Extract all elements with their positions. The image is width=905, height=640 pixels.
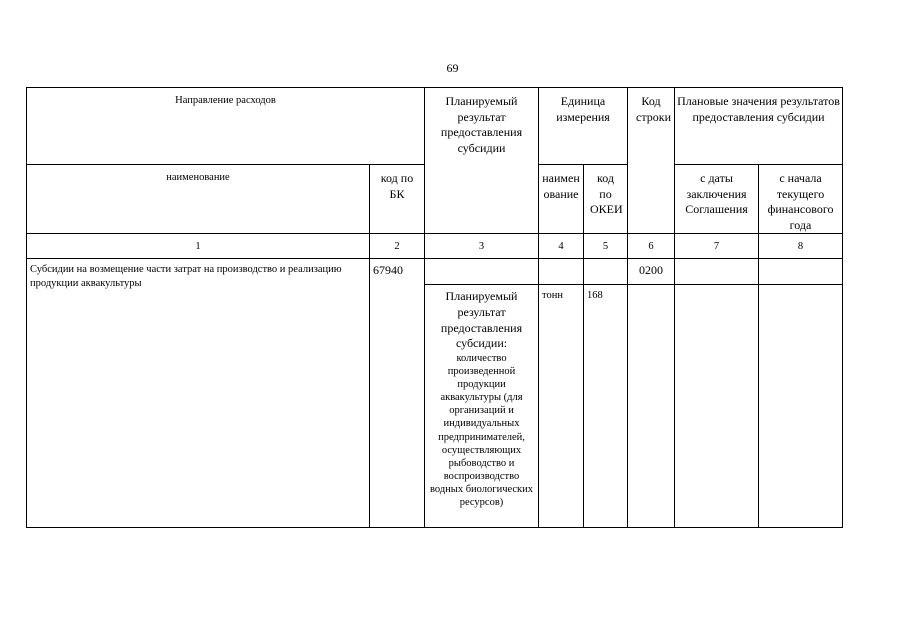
header-from-year: с начала текущего финансового года (759, 165, 843, 234)
row-okei-code: 168 (584, 285, 628, 528)
header-unit-name: наимен ование (539, 165, 584, 234)
column-number: 8 (759, 234, 843, 259)
row-name: Субсидии на возмещение части затрат на производство и реализацию продукции аквакультуры (27, 259, 370, 528)
column-number: 1 (27, 234, 370, 259)
column-number: 7 (675, 234, 759, 259)
row-bk-code: 67940 (370, 259, 425, 528)
header-name: наименование (27, 165, 370, 234)
row-result-detail: количество произведенной продукции аквакультуры (для организаций и индивидуальных предпринимателей, осуществляющих рыбоводство и воспроизводство водных биологических ресурсов) (429, 352, 534, 509)
column-number: 2 (370, 234, 425, 259)
column-number: 5 (584, 234, 628, 259)
subsidy-results-table (26, 87, 843, 528)
row-planned-result (425, 285, 539, 528)
row-line-code: 0200 (628, 259, 675, 285)
header-planned-result: Планируемый результат предоставления субсидии (425, 88, 539, 234)
column-number: 6 (628, 234, 675, 259)
header-unit: Единица измерения (539, 88, 628, 165)
header-expense-direction: Направление расходов (27, 88, 425, 165)
row-result-title: Планируемый результат предоставления субсидии: (440, 289, 523, 351)
header-planned-values: Плановые значения результатов предоставления субсидии (675, 88, 843, 165)
header-line-code: Код строки (628, 88, 675, 234)
column-number: 4 (539, 234, 584, 259)
row-unit-name: тонн (539, 285, 584, 528)
header-from-date: с даты заключения Соглашения (675, 165, 759, 234)
page-number: 69 (446, 61, 459, 75)
column-number: 3 (425, 234, 539, 259)
header-bk-code: код по БК (370, 165, 425, 234)
header-okei-code: код по ОКЕИ (584, 165, 628, 234)
